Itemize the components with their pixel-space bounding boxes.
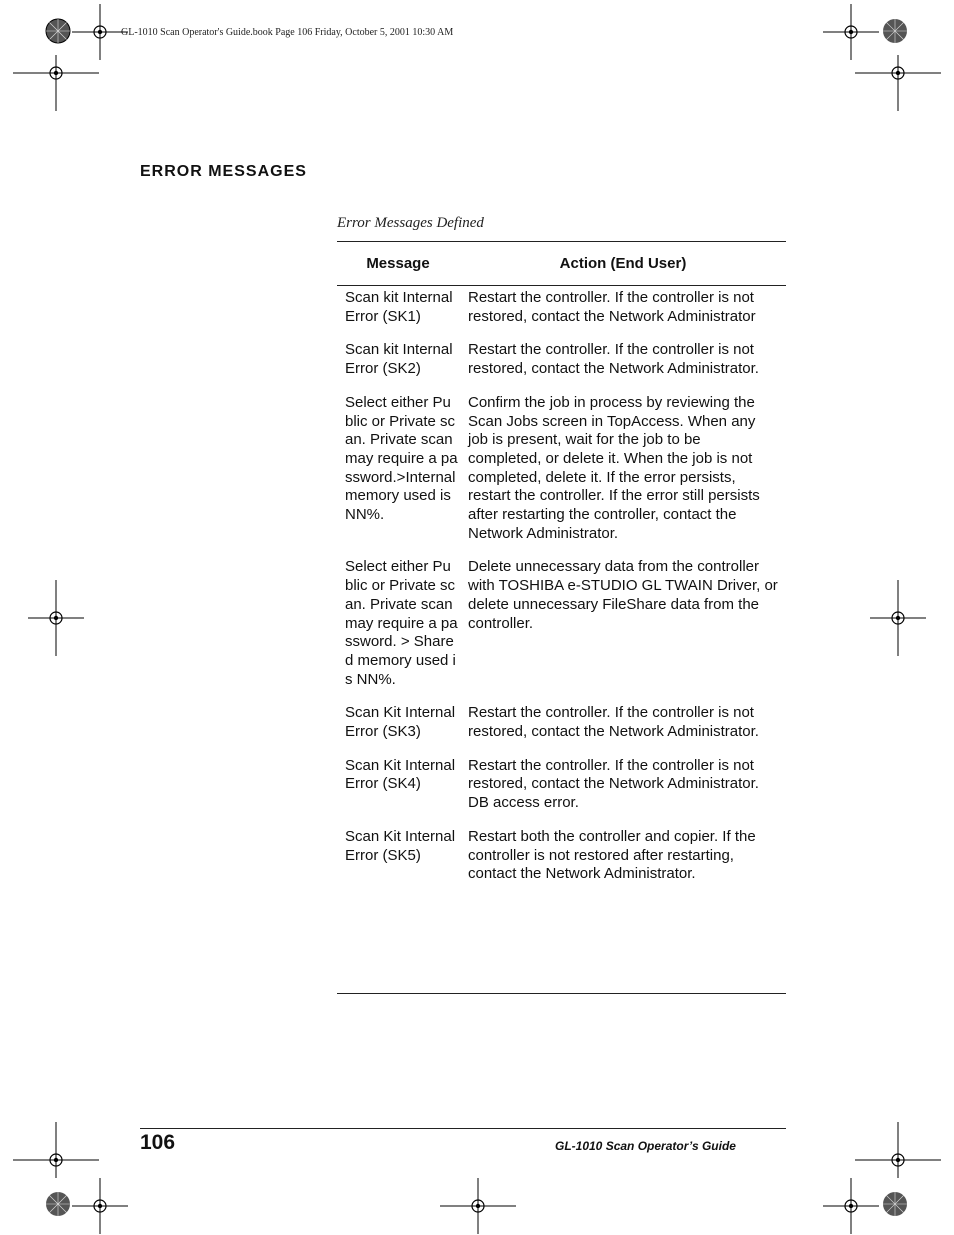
table-row <box>337 341 786 378</box>
action-cell: Restart the controller. If the controller is not restored, contact the Network Administrator. DB access error. <box>468 756 759 812</box>
footer-guide-title: GL-1010 Scan Operator’s Guide <box>555 1139 736 1153</box>
column-header-action: Action (End User) <box>559 255 687 272</box>
print-slug-line: GL-1010 Scan Operator's Guide.book Page 106 Friday, October 5, 2001 10:30 AM <box>121 27 454 38</box>
table-row <box>337 289 786 326</box>
table-bottom-rule <box>337 993 786 994</box>
starburst-registration-mark <box>45 1191 71 1217</box>
crosshair-registration-mark <box>72 4 128 60</box>
message-cell: Select either Public or Private scan. Private scan may require a password.>Internal memory used is NN%. <box>345 393 458 524</box>
action-cell: Delete unnecessary data from the controller with TOSHIBA e-STUDIO GL TWAIN Driver, or delete unnecessary FileShare data from the controller. <box>468 558 778 632</box>
crosshair-registration-mark <box>72 1178 128 1234</box>
message-cell: Scan Kit Internal Error (SK5) <box>345 827 456 864</box>
message-cell: Scan kit Internal Error (SK2) <box>345 341 453 378</box>
action-cell: Restart both the controller and copier. If the controller is not restored after restarting, contact the Network Administrator. <box>468 827 756 883</box>
message-cell: Scan Kit Internal Error (SK4) <box>345 756 456 793</box>
crosshair-registration-mark <box>855 55 941 111</box>
message-cell: Select either Public or Private scan. Private scan may require a password. > Shared memory used is NN%. <box>345 558 458 688</box>
message-cell: Scan kit Internal Error (SK1) <box>345 289 453 325</box>
table-row <box>337 757 786 813</box>
action-cell: Restart the controller. If the controller is not restored, contact the Network Administrator. <box>468 341 759 378</box>
section-title: ERROR MESSAGES <box>140 163 307 180</box>
crosshair-registration-mark <box>870 580 926 656</box>
table-row <box>337 704 786 741</box>
column-header-message: Message <box>366 255 430 272</box>
action-cell: Restart the controller. If the controller is not restored, contact the Network Administrator. <box>468 704 759 741</box>
crosshair-registration-mark <box>28 580 84 656</box>
table-row <box>337 558 786 689</box>
starburst-registration-mark <box>45 18 71 44</box>
footer-rule <box>140 1128 786 1129</box>
action-cell: Confirm the job in process by reviewing the Scan Jobs screen in TopAccess. When any job is present, wait for the job to be completed, or delete it. When the job is not completed, delete it. If the error persists, restart the controller. If the error still persists after restarting the controller, contact the Network Administrator. <box>468 393 760 542</box>
table-body <box>337 289 786 899</box>
crosshair-registration-mark <box>855 1122 941 1178</box>
crosshair-registration-mark <box>823 4 879 60</box>
crosshair-registration-mark <box>823 1178 879 1234</box>
starburst-registration-mark <box>882 1191 908 1217</box>
message-cell: Scan Kit Internal Error (SK3) <box>345 704 456 741</box>
crosshair-registration-mark <box>13 55 99 111</box>
starburst-registration-mark <box>882 18 908 44</box>
table-row <box>337 394 786 544</box>
action-cell: Restart the controller. If the controller is not restored, contact the Network Administrator <box>468 289 756 325</box>
crosshair-registration-mark <box>13 1122 99 1178</box>
table-header-rule <box>337 285 786 286</box>
table-row <box>337 828 786 884</box>
page-number: 106 <box>140 1131 176 1154</box>
crosshair-registration-mark <box>440 1178 516 1234</box>
table-top-rule <box>337 241 786 242</box>
table-caption: Error Messages Defined <box>337 215 484 231</box>
